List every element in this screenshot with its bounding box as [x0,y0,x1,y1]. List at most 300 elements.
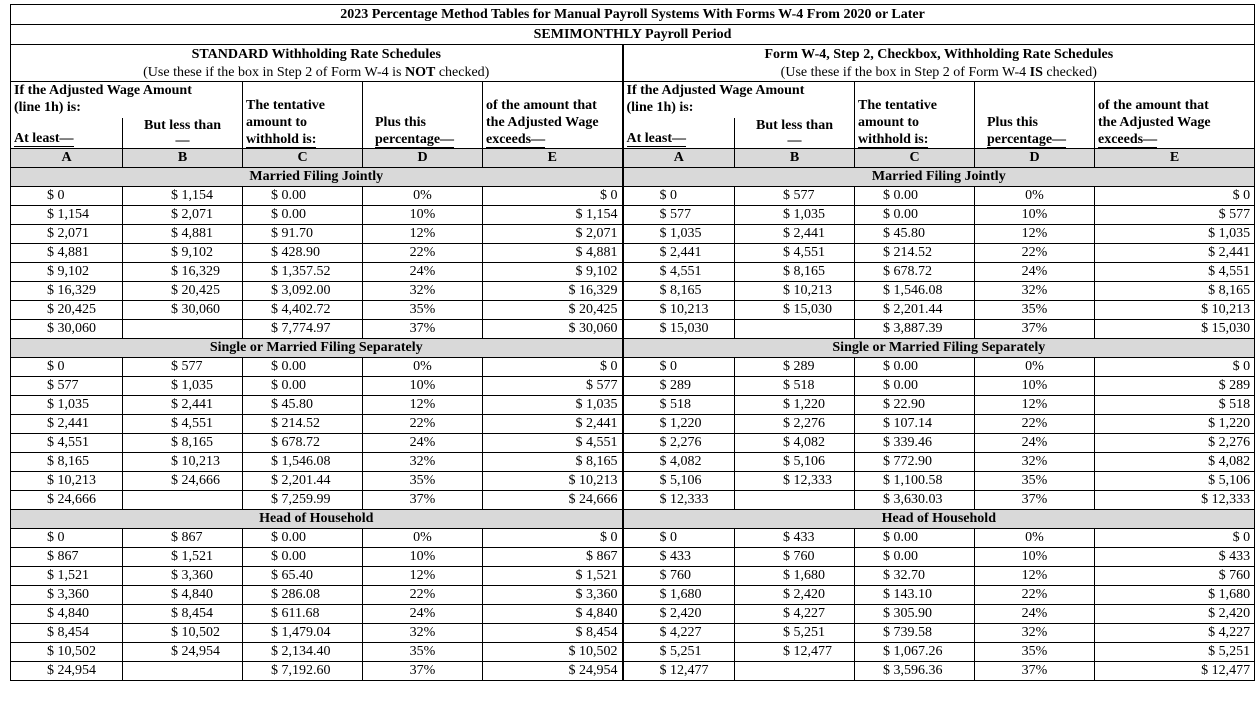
right-exceeds-cell: $ 8,165 [1095,282,1255,301]
left-percentage-cell: 22% [363,415,483,434]
left-tentative-amount-cell: $ 1,479.04 [243,624,363,643]
right-exceeds-cell: $ 4,551 [1095,263,1255,282]
left-tentative-amount-cell: $ 0.00 [243,206,363,225]
right-tentative-amount-cell: $ 739.58 [855,624,975,643]
left-percentage-cell: 12% [363,225,483,244]
left-exceeds-cell: $ 10,502 [483,643,623,662]
left-but-less-than-cell: $ 4,840 [123,586,243,605]
right-exceeds-cell: $ 10,213 [1095,301,1255,320]
right-but-less-than-cell [735,491,855,510]
right-exceeds-cell: $ 2,276 [1095,434,1255,453]
right-col-e-label: E [1095,149,1255,168]
left-tentative-amount-cell: $ 1,357.52 [243,263,363,282]
right-tentative-amount-cell: $ 32.70 [855,567,975,586]
left-percentage-cell: 0% [363,358,483,377]
left-but-less-than-cell: $ 1,521 [123,548,243,567]
left-percentage-cell: 37% [363,491,483,510]
left-percentage-cell: 32% [363,624,483,643]
left-exceeds-cell: $ 8,165 [483,453,623,472]
left-at-least-cell: $ 20,425 [11,301,123,320]
right-percentage-cell: 0% [975,187,1095,206]
left-col-a-label: A [11,149,123,168]
right-exceeds-cell: $ 4,227 [1095,624,1255,643]
left-at-least-cell: $ 24,954 [11,662,123,681]
left-col-c-label: C [243,149,363,168]
left-but-less-than-cell: $ 10,213 [123,453,243,472]
right-exceeds-cell: $ 12,333 [1095,491,1255,510]
right-exceeds-cell: $ 2,441 [1095,244,1255,263]
right-percentage-cell: 35% [975,643,1095,662]
left-percentage-cell: 32% [363,453,483,472]
table-row [11,225,1255,244]
left-tentative-amount-cell: $ 7,192.60 [243,662,363,681]
right-percentage-cell: 10% [975,548,1095,567]
left-at-least-cell: $ 867 [11,548,123,567]
left-percentage-cell: 0% [363,187,483,206]
table-row [11,548,1255,567]
right-adjusted-wage-header: If the Adjusted Wage Amount (line 1h) is: [623,82,855,119]
right-percentage-cell: 12% [975,225,1095,244]
right-at-least-cell: $ 8,165 [623,282,735,301]
left-exceeds-cell: $ 9,102 [483,263,623,282]
right-exceeds-cell: $ 15,030 [1095,320,1255,339]
right-at-least-cell: $ 289 [623,377,735,396]
right-but-less-than-cell: $ 4,082 [735,434,855,453]
left-exceeds-header: of the amount that the Adjusted Wage exceeds— [483,82,623,149]
left-at-least-cell: $ 4,551 [11,434,123,453]
right-at-least-cell: $ 10,213 [623,301,735,320]
right-section-title: Married Filing Jointly [623,168,1255,187]
right-tentative-amount-cell: $ 3,596.36 [855,662,975,681]
right-at-least-cell: $ 1,035 [623,225,735,244]
left-exceeds-cell: $ 10,213 [483,472,623,491]
right-percentage-cell: 24% [975,605,1095,624]
left-at-least-cell: $ 16,329 [11,282,123,301]
left-exceeds-cell: $ 8,454 [483,624,623,643]
right-percentage-cell: 12% [975,396,1095,415]
left-tentative-amount-cell: $ 7,259.99 [243,491,363,510]
left-section-title: Single or Married Filing Separately [11,339,623,358]
right-schedule-subheading: (Use these if the box in Step 2 of Form W-4 IS checked) [623,63,1255,82]
left-percentage-cell: 22% [363,586,483,605]
right-exceeds-cell: $ 5,106 [1095,472,1255,491]
right-tentative-amount-cell: $ 214.52 [855,244,975,263]
table-row [11,396,1255,415]
right-tentative-amount-cell: $ 0.00 [855,187,975,206]
left-percentage-cell: 22% [363,244,483,263]
right-but-less-than-cell: $ 15,030 [735,301,855,320]
right-section-title: Head of Household [623,510,1255,529]
left-percentage-cell: 24% [363,605,483,624]
withholding-tables-page [10,4,1254,681]
table-row [11,434,1255,453]
right-but-less-than-cell: $ 2,441 [735,225,855,244]
right-exceeds-cell: $ 760 [1095,567,1255,586]
right-exceeds-cell: $ 0 [1095,187,1255,206]
left-at-least-cell: $ 1,154 [11,206,123,225]
right-tentative-amount-cell: $ 305.90 [855,605,975,624]
left-percentage-cell: 35% [363,472,483,491]
right-exceeds-cell: $ 433 [1095,548,1255,567]
right-tentative-amount-cell: $ 3,630.03 [855,491,975,510]
right-exceeds-cell: $ 12,477 [1095,662,1255,681]
right-but-less-than-cell: $ 2,276 [735,415,855,434]
left-at-least-cell: $ 4,840 [11,605,123,624]
right-at-least-cell: $ 2,276 [623,434,735,453]
right-percentage-cell: 22% [975,244,1095,263]
left-tentative-amount-cell: $ 45.80 [243,396,363,415]
left-percentage-cell: 24% [363,263,483,282]
right-exceeds-cell: $ 5,251 [1095,643,1255,662]
left-percentage-cell: 37% [363,320,483,339]
right-exceeds-cell: $ 518 [1095,396,1255,415]
left-tentative-amount-cell: $ 1,546.08 [243,453,363,472]
document-title: 2023 Percentage Method Tables for Manual Payroll Systems With Forms W-4 From 2020 or Later [11,5,1255,25]
left-but-less-header: But less than — [123,118,243,149]
right-at-least-cell: $ 2,441 [623,244,735,263]
right-but-less-than-cell: $ 760 [735,548,855,567]
right-percentage-cell: 0% [975,358,1095,377]
left-but-less-than-cell: $ 8,165 [123,434,243,453]
left-tentative-amount-cell: $ 0.00 [243,187,363,206]
left-exceeds-cell: $ 24,666 [483,491,623,510]
right-exceeds-cell: $ 2,420 [1095,605,1255,624]
right-but-less-than-cell [735,662,855,681]
left-but-less-than-cell: $ 2,441 [123,396,243,415]
right-but-less-than-cell: $ 577 [735,187,855,206]
left-exceeds-cell: $ 2,071 [483,225,623,244]
left-at-least-cell: $ 0 [11,358,123,377]
table-row [11,377,1255,396]
left-but-less-than-cell [123,491,243,510]
left-but-less-than-cell [123,662,243,681]
left-tentative-amount-cell: $ 214.52 [243,415,363,434]
table-row [11,662,1255,681]
right-but-less-than-cell: $ 5,106 [735,453,855,472]
right-at-least-cell: $ 5,251 [623,643,735,662]
table-row [11,605,1255,624]
left-percentage-cell: 35% [363,643,483,662]
left-exceeds-cell: $ 0 [483,358,623,377]
table-row [11,244,1255,263]
right-at-least-cell: $ 1,220 [623,415,735,434]
left-at-least-cell: $ 10,502 [11,643,123,662]
left-tentative-amount-cell: $ 3,092.00 [243,282,363,301]
left-at-least-cell: $ 8,454 [11,624,123,643]
left-section-title: Married Filing Jointly [11,168,623,187]
left-exceeds-cell: $ 1,035 [483,396,623,415]
right-at-least-cell: $ 12,333 [623,491,735,510]
payroll-period: SEMIMONTHLY Payroll Period [11,25,1255,45]
left-col-e-label: E [483,149,623,168]
right-exceeds-cell: $ 1,035 [1095,225,1255,244]
left-at-least-cell: $ 10,213 [11,472,123,491]
right-tentative-amount-cell: $ 0.00 [855,529,975,548]
left-exceeds-cell: $ 24,954 [483,662,623,681]
left-percentage-cell: 0% [363,529,483,548]
left-exceeds-cell: $ 3,360 [483,586,623,605]
left-percentage-cell: 12% [363,396,483,415]
left-tentative-amount-cell: $ 4,402.72 [243,301,363,320]
right-exceeds-cell: $ 1,680 [1095,586,1255,605]
right-percentage-cell: 10% [975,206,1095,225]
left-percentage-cell: 10% [363,206,483,225]
left-col-d-label: D [363,149,483,168]
left-exceeds-cell: $ 577 [483,377,623,396]
right-percentage-cell: 22% [975,415,1095,434]
right-tentative-amount-cell: $ 678.72 [855,263,975,282]
left-but-less-than-cell: $ 20,425 [123,282,243,301]
right-col-b-label: B [735,149,855,168]
right-at-least-cell: $ 577 [623,206,735,225]
right-but-less-than-cell: $ 1,680 [735,567,855,586]
left-tentative-amount-cell: $ 0.00 [243,548,363,567]
right-section-title: Single or Married Filing Separately [623,339,1255,358]
right-col-d-label: D [975,149,1095,168]
left-but-less-than-cell: $ 3,360 [123,567,243,586]
left-percentage-cell: 10% [363,377,483,396]
right-but-less-than-cell: $ 1,220 [735,396,855,415]
left-tentative-amount-cell: $ 65.40 [243,567,363,586]
right-at-least-header: At least— [623,118,735,149]
right-percentage-cell: 32% [975,282,1095,301]
left-tentative-amount-cell: $ 611.68 [243,605,363,624]
left-but-less-than-cell: $ 10,502 [123,624,243,643]
right-at-least-cell: $ 12,477 [623,662,735,681]
left-percentage-cell: 24% [363,434,483,453]
table-row [11,586,1255,605]
left-exceeds-cell: $ 867 [483,548,623,567]
left-at-least-cell: $ 2,071 [11,225,123,244]
left-exceeds-cell: $ 30,060 [483,320,623,339]
right-tentative-amount-cell: $ 143.10 [855,586,975,605]
left-percentage-header: Plus this percentage— [363,82,483,149]
left-but-less-than-cell: $ 4,551 [123,415,243,434]
left-exceeds-cell: $ 4,881 [483,244,623,263]
right-at-least-cell: $ 1,680 [623,586,735,605]
withholding-table [10,4,1255,681]
left-but-less-than-cell: $ 9,102 [123,244,243,263]
right-at-least-cell: $ 5,106 [623,472,735,491]
left-adjusted-wage-header: If the Adjusted Wage Amount (line 1h) is: [11,82,243,119]
table-row [11,282,1255,301]
right-col-a-label: A [623,149,735,168]
right-but-less-than-cell: $ 12,477 [735,643,855,662]
right-tentative-amount-cell: $ 3,887.39 [855,320,975,339]
right-tentative-amount-cell: $ 0.00 [855,206,975,225]
left-at-least-cell: $ 2,441 [11,415,123,434]
left-but-less-than-cell: $ 4,881 [123,225,243,244]
table-row [11,263,1255,282]
right-tentative-amount-cell: $ 2,201.44 [855,301,975,320]
left-at-least-cell: $ 1,035 [11,396,123,415]
right-percentage-cell: 24% [975,263,1095,282]
table-row [11,206,1255,225]
right-but-less-than-cell: $ 518 [735,377,855,396]
left-at-least-header: At least— [11,118,123,149]
right-exceeds-cell: $ 4,082 [1095,453,1255,472]
left-but-less-than-cell: $ 1,035 [123,377,243,396]
table-row [11,491,1255,510]
right-tentative-amount-cell: $ 1,546.08 [855,282,975,301]
left-at-least-cell: $ 0 [11,187,123,206]
left-percentage-cell: 12% [363,567,483,586]
right-but-less-than-cell: $ 1,035 [735,206,855,225]
left-at-least-cell: $ 0 [11,529,123,548]
left-schedule-heading: STANDARD Withholding Rate Schedules [11,45,623,64]
right-at-least-cell: $ 760 [623,567,735,586]
right-percentage-cell: 35% [975,472,1095,491]
right-tentative-amount-cell: $ 45.80 [855,225,975,244]
right-percentage-cell: 35% [975,301,1095,320]
table-row [11,415,1255,434]
right-but-less-than-cell [735,320,855,339]
table-row [11,567,1255,586]
left-exceeds-cell: $ 20,425 [483,301,623,320]
right-exceeds-cell: $ 289 [1095,377,1255,396]
left-tentative-amount-cell: $ 428.90 [243,244,363,263]
right-tentative-header: The tentative amount to withhold is: [855,82,975,149]
right-exceeds-header: of the amount that the Adjusted Wage exceeds— [1095,82,1255,149]
left-but-less-than-cell: $ 1,154 [123,187,243,206]
right-but-less-than-cell: $ 8,165 [735,263,855,282]
right-but-less-than-cell: $ 4,551 [735,244,855,263]
right-at-least-cell: $ 518 [623,396,735,415]
right-but-less-than-cell: $ 4,227 [735,605,855,624]
left-percentage-cell: 35% [363,301,483,320]
left-exceeds-cell: $ 0 [483,187,623,206]
left-but-less-than-cell: $ 2,071 [123,206,243,225]
left-percentage-cell: 37% [363,662,483,681]
left-at-least-cell: $ 4,881 [11,244,123,263]
left-at-least-cell: $ 3,360 [11,586,123,605]
right-but-less-than-cell: $ 10,213 [735,282,855,301]
left-but-less-than-cell: $ 8,454 [123,605,243,624]
right-percentage-cell: 32% [975,624,1095,643]
right-but-less-than-cell: $ 289 [735,358,855,377]
left-tentative-amount-cell: $ 2,201.44 [243,472,363,491]
right-at-least-cell: $ 4,551 [623,263,735,282]
left-tentative-amount-cell: $ 0.00 [243,529,363,548]
right-col-c-label: C [855,149,975,168]
right-tentative-amount-cell: $ 0.00 [855,358,975,377]
left-but-less-than-cell: $ 30,060 [123,301,243,320]
right-but-less-than-cell: $ 433 [735,529,855,548]
table-row [11,624,1255,643]
table-row [11,529,1255,548]
right-exceeds-cell: $ 577 [1095,206,1255,225]
left-at-least-cell: $ 30,060 [11,320,123,339]
left-tentative-amount-cell: $ 678.72 [243,434,363,453]
left-schedule-subheading: (Use these if the box in Step 2 of Form W-4 is NOT checked) [11,63,623,82]
right-exceeds-cell: $ 1,220 [1095,415,1255,434]
left-but-less-than-cell: $ 24,954 [123,643,243,662]
left-at-least-cell: $ 9,102 [11,263,123,282]
right-tentative-amount-cell: $ 0.00 [855,548,975,567]
right-exceeds-cell: $ 0 [1095,529,1255,548]
left-but-less-than-cell: $ 577 [123,358,243,377]
right-tentative-amount-cell: $ 107.14 [855,415,975,434]
right-but-less-than-cell: $ 2,420 [735,586,855,605]
right-tentative-amount-cell: $ 22.90 [855,396,975,415]
table-row [11,472,1255,491]
right-at-least-cell: $ 4,082 [623,453,735,472]
left-col-b-label: B [123,149,243,168]
right-percentage-cell: 10% [975,377,1095,396]
left-tentative-amount-cell: $ 2,134.40 [243,643,363,662]
left-percentage-cell: 32% [363,282,483,301]
right-but-less-than-cell: $ 12,333 [735,472,855,491]
left-exceeds-cell: $ 0 [483,529,623,548]
right-schedule-heading: Form W-4, Step 2, Checkbox, Withholding Rate Schedules [623,45,1255,64]
left-section-title: Head of Household [11,510,623,529]
left-tentative-amount-cell: $ 7,774.97 [243,320,363,339]
left-tentative-amount-cell: $ 0.00 [243,358,363,377]
left-at-least-cell: $ 8,165 [11,453,123,472]
left-tentative-amount-cell: $ 286.08 [243,586,363,605]
right-at-least-cell: $ 4,227 [623,624,735,643]
right-at-least-cell: $ 0 [623,529,735,548]
right-tentative-amount-cell: $ 1,067.26 [855,643,975,662]
right-tentative-amount-cell: $ 339.46 [855,434,975,453]
left-exceeds-cell: $ 2,441 [483,415,623,434]
right-at-least-cell: $ 15,030 [623,320,735,339]
left-exceeds-cell: $ 4,840 [483,605,623,624]
left-exceeds-cell: $ 1,521 [483,567,623,586]
left-tentative-amount-cell: $ 91.70 [243,225,363,244]
table-row [11,358,1255,377]
left-at-least-cell: $ 577 [11,377,123,396]
right-at-least-cell: $ 0 [623,358,735,377]
left-exceeds-cell: $ 1,154 [483,206,623,225]
left-at-least-cell: $ 24,666 [11,491,123,510]
right-percentage-cell: 12% [975,567,1095,586]
right-at-least-cell: $ 2,420 [623,605,735,624]
table-row [11,320,1255,339]
right-percentage-cell: 32% [975,453,1095,472]
right-tentative-amount-cell: $ 0.00 [855,377,975,396]
right-but-less-header: But less than — [735,118,855,149]
table-row [11,453,1255,472]
right-percentage-cell: 24% [975,434,1095,453]
right-at-least-cell: $ 0 [623,187,735,206]
left-exceeds-cell: $ 4,551 [483,434,623,453]
table-row [11,301,1255,320]
table-row [11,187,1255,206]
right-percentage-cell: 37% [975,662,1095,681]
left-but-less-than-cell: $ 867 [123,529,243,548]
table-row [11,643,1255,662]
left-tentative-header: The tentative amount to withhold is: [243,82,363,149]
right-percentage-cell: 37% [975,320,1095,339]
left-tentative-amount-cell: $ 0.00 [243,377,363,396]
left-percentage-cell: 10% [363,548,483,567]
right-exceeds-cell: $ 0 [1095,358,1255,377]
right-percentage-cell: 22% [975,586,1095,605]
right-percentage-cell: 37% [975,491,1095,510]
right-at-least-cell: $ 433 [623,548,735,567]
left-but-less-than-cell: $ 24,666 [123,472,243,491]
left-but-less-than-cell: $ 16,329 [123,263,243,282]
left-but-less-than-cell [123,320,243,339]
left-at-least-cell: $ 1,521 [11,567,123,586]
right-but-less-than-cell: $ 5,251 [735,624,855,643]
right-percentage-cell: 0% [975,529,1095,548]
right-tentative-amount-cell: $ 772.90 [855,453,975,472]
left-exceeds-cell: $ 16,329 [483,282,623,301]
right-tentative-amount-cell: $ 1,100.58 [855,472,975,491]
right-percentage-header: Plus this percentage— [975,82,1095,149]
